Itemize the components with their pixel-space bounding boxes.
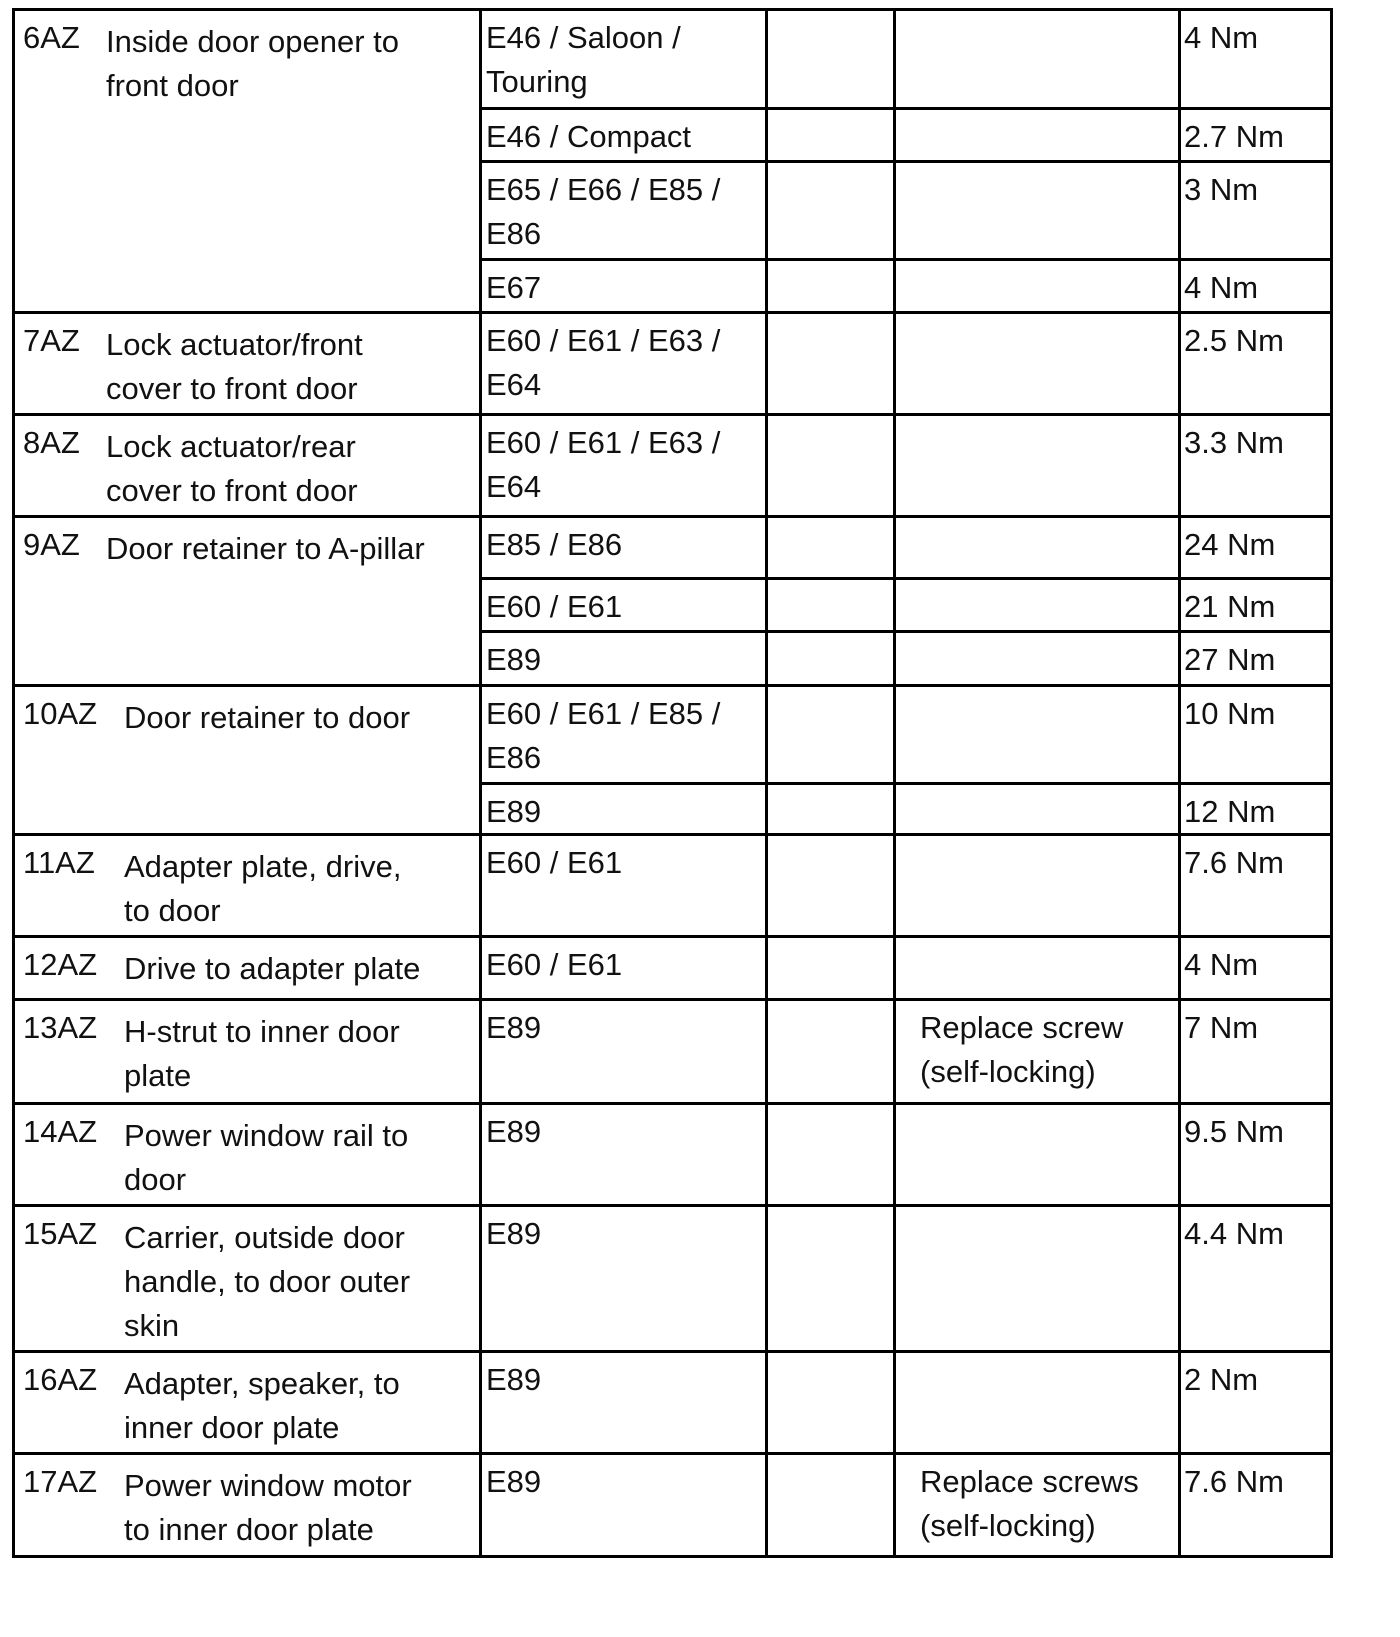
item-code: 9AZ xyxy=(23,527,80,562)
note-cell: Replace screws xyxy=(920,1464,1139,1499)
torque-value: 2 Nm xyxy=(1184,1362,1259,1397)
sub-row-border xyxy=(479,630,1333,633)
model-cell: E89 xyxy=(486,1464,542,1499)
model-cell: Touring xyxy=(486,64,588,99)
torque-value: 7.6 Nm xyxy=(1184,845,1284,880)
torque-value: 7 Nm xyxy=(1184,1010,1259,1045)
model-cell: E46 / Compact xyxy=(486,119,692,154)
note-cell: (self-locking) xyxy=(920,1508,1096,1543)
model-cell: E89 xyxy=(486,1010,542,1045)
torque-value: 21 Nm xyxy=(1184,589,1276,624)
torque-value: 4 Nm xyxy=(1184,947,1259,982)
row-border xyxy=(12,1452,1333,1455)
row-border xyxy=(12,935,1333,938)
item-description: cover to front door xyxy=(106,371,358,406)
sub-row-border xyxy=(479,258,1333,261)
item-code: 12AZ xyxy=(23,947,98,982)
item-description: Power window motor xyxy=(124,1468,412,1503)
model-cell: E60 / E61 / E85 / xyxy=(486,696,721,731)
item-description: to inner door plate xyxy=(124,1512,374,1547)
item-description: Door retainer to door xyxy=(124,700,411,735)
item-description: Drive to adapter plate xyxy=(124,951,421,986)
row-border xyxy=(12,833,1333,836)
item-description: Power window rail to xyxy=(124,1118,409,1153)
model-cell: E85 / E86 xyxy=(486,527,623,562)
torque-value: 3.3 Nm xyxy=(1184,425,1284,460)
row-border xyxy=(12,515,1333,518)
torque-value: 10 Nm xyxy=(1184,696,1276,731)
model-cell: E60 / E61 / E63 / xyxy=(486,323,721,358)
model-cell: E89 xyxy=(486,1114,542,1149)
item-description: Door retainer to A-pillar xyxy=(106,531,425,566)
item-code: 16AZ xyxy=(23,1362,98,1397)
torque-value: 4.4 Nm xyxy=(1184,1216,1284,1251)
model-cell: E60 / E61 xyxy=(486,589,623,624)
item-code: 7AZ xyxy=(23,323,80,358)
sub-row-border xyxy=(479,577,1333,580)
item-description: cover to front door xyxy=(106,473,358,508)
item-code: 6AZ xyxy=(23,20,80,55)
model-cell: E89 xyxy=(486,1362,542,1397)
torque-value: 4 Nm xyxy=(1184,270,1259,305)
model-cell: E60 / E61 xyxy=(486,845,623,880)
item-description: door xyxy=(124,1162,187,1197)
item-code: 10AZ xyxy=(23,696,98,731)
torque-value: 27 Nm xyxy=(1184,642,1276,677)
sub-row-border xyxy=(479,782,1333,785)
model-cell: E65 / E66 / E85 / xyxy=(486,172,721,207)
torque-value: 24 Nm xyxy=(1184,527,1276,562)
model-cell: E64 xyxy=(486,469,542,504)
row-border xyxy=(12,998,1333,1001)
note-cell: Replace screw xyxy=(920,1010,1124,1045)
item-description: Lock actuator/rear xyxy=(106,429,356,464)
item-description: Lock actuator/front xyxy=(106,327,363,362)
sub-row-border xyxy=(479,160,1333,163)
item-description: plate xyxy=(124,1058,192,1093)
row-border xyxy=(12,8,1333,11)
item-description: Inside door opener to xyxy=(106,24,399,59)
row-border xyxy=(12,1102,1333,1105)
torque-value: 12 Nm xyxy=(1184,794,1276,829)
item-code: 13AZ xyxy=(23,1010,98,1045)
model-cell: E67 xyxy=(486,270,542,305)
item-description: Adapter plate, drive, xyxy=(124,849,402,884)
sub-row-border xyxy=(479,107,1333,110)
model-cell: E46 / Saloon / xyxy=(486,20,681,55)
torque-value: 7.6 Nm xyxy=(1184,1464,1284,1499)
item-description: Adapter, speaker, to xyxy=(124,1366,400,1401)
item-description: inner door plate xyxy=(124,1410,340,1445)
torque-value: 2.5 Nm xyxy=(1184,323,1284,358)
item-description: front door xyxy=(106,68,239,103)
model-cell: E89 xyxy=(486,1216,542,1251)
torque-value: 3 Nm xyxy=(1184,172,1259,207)
item-code: 11AZ xyxy=(23,845,95,880)
row-border xyxy=(12,684,1333,687)
note-cell: (self-locking) xyxy=(920,1054,1096,1089)
item-description: Carrier, outside door xyxy=(124,1220,405,1255)
model-cell: E64 xyxy=(486,367,542,402)
model-cell: E86 xyxy=(486,740,542,775)
item-code: 14AZ xyxy=(23,1114,98,1149)
row-border xyxy=(12,1204,1333,1207)
model-cell: E86 xyxy=(486,216,542,251)
model-cell: E60 / E61 / E63 / xyxy=(486,425,721,460)
item-description: skin xyxy=(124,1308,180,1343)
item-code: 15AZ xyxy=(23,1216,98,1251)
torque-value: 9.5 Nm xyxy=(1184,1114,1284,1149)
row-border xyxy=(12,311,1333,314)
torque-value: 2.7 Nm xyxy=(1184,119,1284,154)
table-border-left xyxy=(12,8,15,1558)
item-code: 8AZ xyxy=(23,425,80,460)
model-cell: E89 xyxy=(486,794,542,829)
torque-value: 4 Nm xyxy=(1184,20,1259,55)
model-cell: E60 / E61 xyxy=(486,947,623,982)
item-description: to door xyxy=(124,893,221,928)
row-border xyxy=(12,413,1333,416)
item-description: handle, to door outer xyxy=(124,1264,411,1299)
item-code: 17AZ xyxy=(23,1464,98,1499)
row-border xyxy=(12,1350,1333,1353)
item-description: H-strut to inner door xyxy=(124,1014,400,1049)
model-cell: E89 xyxy=(486,642,542,677)
table-border-bottom xyxy=(12,1555,1333,1558)
